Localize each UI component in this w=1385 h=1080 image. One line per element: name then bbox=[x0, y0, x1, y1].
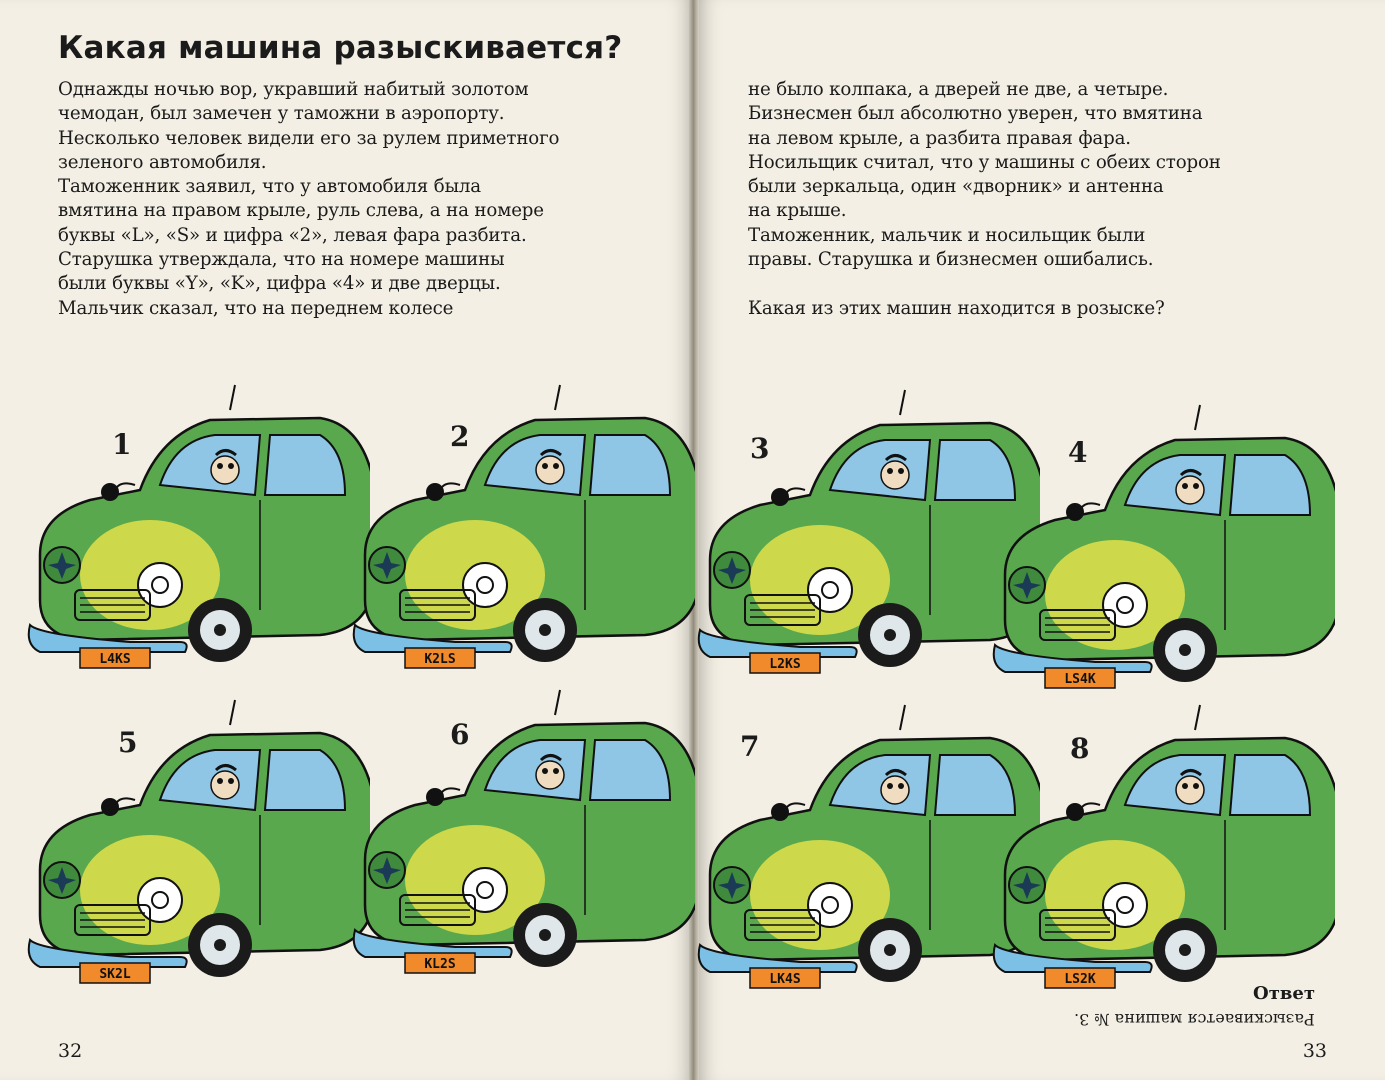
license-plate-text: L4KS bbox=[99, 652, 131, 667]
car-number-7: 7 bbox=[740, 730, 760, 763]
story-line: на крыше. bbox=[748, 200, 847, 222]
car-number-2: 2 bbox=[450, 420, 470, 453]
story-left-column bbox=[58, 78, 678, 321]
car-number-3: 3 bbox=[750, 432, 770, 465]
car-6-illustration[interactable] bbox=[345, 685, 695, 975]
story-line: Носильщик считал, что у машины с обеих сторон bbox=[748, 151, 1221, 173]
story-question: Какая из этих машин находится в розыске? bbox=[748, 297, 1165, 319]
car-number-6: 6 bbox=[450, 718, 470, 751]
license-plate-text: LK4S bbox=[769, 972, 801, 987]
car-4-illustration[interactable] bbox=[985, 400, 1335, 690]
story-line: Старушка утверждала, что на номере машины bbox=[58, 249, 505, 271]
car-number-1: 1 bbox=[112, 428, 132, 461]
car-number-4: 4 bbox=[1068, 436, 1088, 469]
license-plate-text: SK2L bbox=[99, 967, 131, 982]
car-5-illustration[interactable] bbox=[20, 695, 370, 985]
story-line: были буквы «Y», «K», цифра «4» и две дверцы. bbox=[58, 273, 501, 295]
car-1-illustration[interactable] bbox=[20, 380, 370, 670]
story-line: Однажды ночью вор, укравший набитый золотом bbox=[58, 79, 529, 100]
car-2-illustration[interactable] bbox=[345, 380, 695, 670]
story-line: правы. Старушка и бизнесмен ошибались. bbox=[748, 249, 1154, 271]
story-line: зеленого автомобиля. bbox=[58, 151, 267, 173]
story-line: чемодан, был замечен у таможни в аэропорту. bbox=[58, 103, 505, 125]
story-line: Таможенник заявил, что у автомобиля была bbox=[58, 176, 481, 198]
answer-label: Ответ bbox=[1253, 983, 1315, 1004]
story-line: вмятина на правом крыле, руль слева, а на номере bbox=[58, 200, 544, 222]
car-8-illustration[interactable] bbox=[985, 700, 1335, 990]
story-line: Таможенник, мальчик и носильщик были bbox=[748, 224, 1146, 246]
story-gap bbox=[748, 272, 1368, 296]
story-line: на левом крыле, а разбита правая фара. bbox=[748, 127, 1131, 149]
license-plate-text: LS4K bbox=[1064, 672, 1096, 687]
story-line: Бизнесмен был абсолютно уверен, что вмятина bbox=[748, 103, 1203, 125]
answer-text-upside-down: Разыскивается машина № 3. bbox=[1074, 1010, 1315, 1029]
license-plate-text: KL2S bbox=[424, 957, 456, 972]
car-number-8: 8 bbox=[1070, 732, 1090, 765]
license-plate-text: L2KS bbox=[769, 657, 801, 672]
story-right-column bbox=[748, 78, 1368, 321]
story-line: Несколько человек видели его за рулем приметного bbox=[58, 127, 560, 149]
story-line: были зеркальца, один «дворник» и антенна bbox=[748, 176, 1164, 198]
license-plate-text: K2LS bbox=[424, 652, 456, 667]
car-number-5: 5 bbox=[118, 726, 138, 759]
left-page-number: 32 bbox=[58, 1040, 83, 1062]
page-title: Какая машина разыскивается? bbox=[58, 30, 623, 66]
story-line: Мальчик сказал, что на переднем колесе bbox=[58, 297, 454, 319]
story-line: не было колпака, а дверей не две, а четыре. bbox=[748, 79, 1169, 100]
right-page-number: 33 bbox=[1302, 1040, 1327, 1062]
license-plate-text: LS2K bbox=[1064, 972, 1096, 987]
story-line: буквы «L», «S» и цифра «2», левая фара разбита. bbox=[58, 224, 527, 246]
